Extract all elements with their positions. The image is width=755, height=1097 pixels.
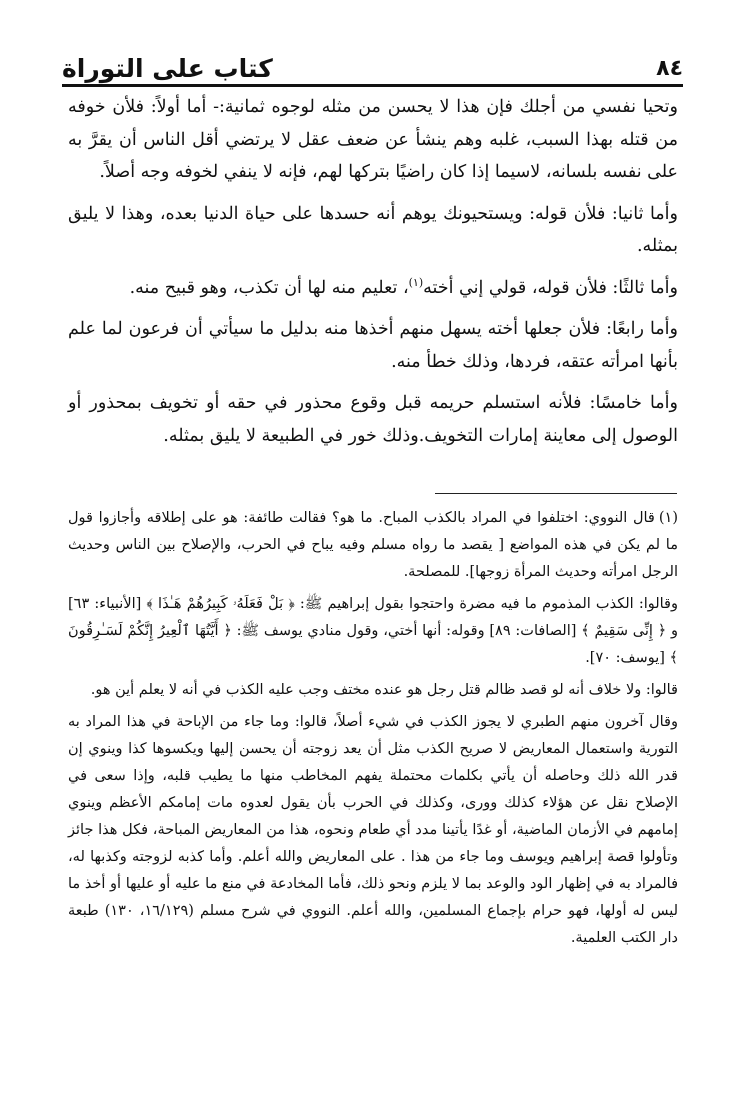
footnote-reference[interactable]: (١) — [408, 275, 424, 289]
book-title: كتاب على التوراة — [62, 54, 273, 83]
page-number: ٨٤ — [656, 56, 683, 81]
running-header — [62, 40, 683, 84]
paragraph-fifth: وأما خامسًا: فلأنه استسلم حريمه قبل وقوع محذور في حقه أو تخويف بمحذور أو الوصول إلى معاينة إمارات التخويف.وذلك خور في الطبيعة لا يليق بمثله. — [68, 393, 678, 446]
footnote-text-2: وقالوا: الكذب المذموم ما فيه مضرة واحتجوا بقول إبراهيم ﷺ: ﴿ بَلْ فَعَلَهُۥ كَبِيرُهُمْ هَـٰذَا ﴾ [الأنبياء: ٦٣] و ﴿ إِنِّى سَقِيمٌ ﴾ [الصافات: ٨٩] وقوله: أنها أختي، وقول منادي يوسف ﷺ: ﴿ أَيَّتُهَا ٱلْعِيرُ إِنَّكُمْ لَسَـٰرِقُونَ ﴾ [يوسف: ٧٠]. — [68, 596, 678, 666]
footnote-text-4: وقال آخرون منهم الطبري لا يجوز الكذب في شيء أصلاً، قالوا: وما جاء من الإباحة في هذا المراد به التورية واستعمال المعاريض لا صريح الكذب مثل أن يعد زوجته أن يحسن إليها ويكسوها كذا وينوي إن قدر الله ذلك وحاصله أن يأتي بكلمات محتملة يفهم المخاطب منها ما يطيب قلبه، وإذا سعى في الإصلاح نقل عن هؤلاء كذلك وورى، وكذلك في الحرب بأن يقول لعدوه مات إمامكم الأعظم وينوي إمامهم في الأزمان الماضية، أو غدًا يأتينا مدد أي طعام ونحوه، هذا من المعاريض المباحة، فكل هذا جائز وتأولوا قصة إبراهيم ويوسف وما جاء من هذا . على المعاريض والله أعلم. وأما كذبه لزوجته وكذبها له، فالمراد به في إظهار الود والوعد بما لا يلزم ونحو ذلك، فأما المخادعة في منع ما عليه أو عليها أو أخذ ما ليس له أولها، فهو حرام بإجماع المسلمين، والله أعلم. النووي في شرح مسلم (١٦/١٢٩، ١٣٠) طبعة دار الكتب العلمية. — [68, 714, 679, 946]
footnote-text-3: قالوا: ولا خلاف أنه لو قصد ظالم قتل رجل هو عنده مختف وجب عليه الكذب في أنه لا يعلم أين هو. — [90, 682, 678, 698]
header-rule — [62, 84, 683, 87]
paragraph-fourth: وأما رابعًا: فلأن جعلها أخته يسهل منهم أخذها منه بدليل ما سيأتي أن فرعون لما علم بأنها امرأته عتقه، فردها، وذلك خطأ منه. — [68, 319, 678, 372]
paragraph-second: وأما ثانيا: فلأن قوله: ويستحيونك يوهم أنه حسدها على حياة الدنيا بعده، وهذا لا يليق بمثله. — [68, 203, 678, 256]
footnote-separator — [435, 493, 677, 494]
main-text — [68, 91, 678, 461]
footnotes — [68, 505, 678, 957]
paragraph-intro: وتحيا نفسي من أجلك فإن هذا لا يحسن من مثله لوجوه ثمانية:- أما أولاً: فلأن خوفه من قتله بهذا السبب، غلبه وهم ينشأ عن ضعف عقل لا يرتضي أقل الناس أن يقرَّ به على نفسه بلسانه، لاسيما إذا كان راضيًا بتركها لهم، فإنه لا ينفي لخوفه وجه أصلاً. — [68, 97, 678, 182]
footnote-1 — [68, 505, 678, 586]
footnote-text-1: قال النووي: اختلفوا في المراد بالكذب المباح. ما هو؟ فقالت طائفة: هو على إطلاقه وأجازوا قول ما لم يكن في هذه المواضع [ يقصد ما رواه مسلم وفيه يباح في الحرب، والإصلاح بين الناس وحديث الرجل امرأته وحديث المرأة زوجها]. للمصلحة. — [68, 510, 678, 580]
paragraph-third-start: وأما ثالثًا: فلأن قوله، قولي إني أخته — [423, 277, 678, 298]
paragraph-third — [68, 272, 678, 305]
footnote-number: (١) — [658, 510, 678, 526]
paragraph-third-end: ، تعليم منه لها أن تكذب، وهو قبيح منه. — [129, 277, 409, 298]
